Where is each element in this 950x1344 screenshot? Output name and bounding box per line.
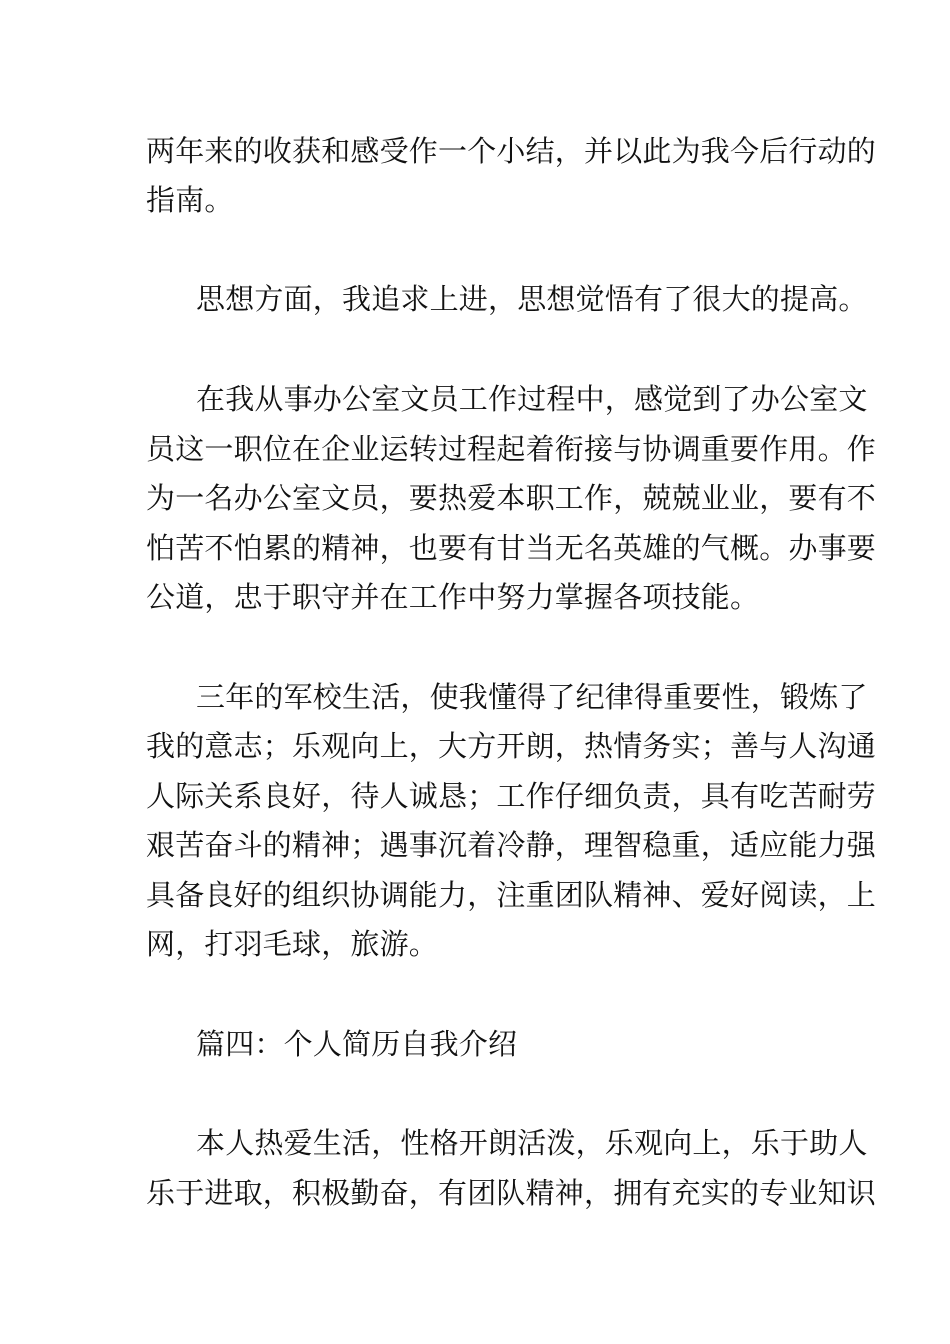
paragraph-1-line-2: 指南。 — [146, 183, 234, 217]
paragraph-3-line-3: 为一名办公室文员，要热爱本职工作，兢兢业业，要有不 — [146, 481, 877, 515]
paragraph-4-line-2: 我的意志；乐观向上，大方开朗，热情务实；善与人沟通 — [146, 729, 877, 763]
paragraph-6-line-2: 乐于进取，积极勤奋，有团队精神，拥有充实的专业知识 — [146, 1176, 877, 1210]
paragraph-3-line-2: 员这一职位在企业运转过程起着衔接与协调重要作用。作 — [146, 432, 877, 466]
paragraph-3-line-4: 怕苦不怕累的精神，也要有甘当无名英雄的气概。办事要 — [146, 531, 877, 565]
section-heading: 篇四：个人简历自我介绍 — [196, 1027, 518, 1061]
paragraph-4-line-6: 网，打羽毛球，旅游。 — [146, 927, 439, 961]
paragraph-2-line-1: 思想方面，我追求上进，思想觉悟有了很大的提高。 — [196, 282, 868, 316]
paragraph-4-line-3: 人际关系良好，待人诚恳；工作仔细负责，具有吃苦耐劳 — [146, 779, 877, 813]
paragraph-4-line-4: 艰苦奋斗的精神；遇事沉着冷静，理智稳重，适应能力强 — [146, 828, 877, 862]
paragraph-1-line-1: 两年来的收获和感受作一个小结，并以此为我今后行动的 — [146, 134, 877, 168]
paragraph-3-line-1: 在我从事办公室文员工作过程中，感觉到了办公室文 — [196, 382, 868, 416]
paragraph-6-line-1: 本人热爱生活，性格开朗活泼，乐观向上，乐于助人 — [196, 1126, 868, 1160]
paragraph-4-line-5: 具备良好的组织协调能力，注重团队精神、爱好阅读，上 — [146, 878, 877, 912]
paragraph-4-line-1: 三年的军校生活，使我懂得了纪律得重要性，锻炼了 — [196, 680, 868, 714]
paragraph-3-line-5: 公道，忠于职守并在工作中努力掌握各项技能。 — [146, 580, 760, 614]
